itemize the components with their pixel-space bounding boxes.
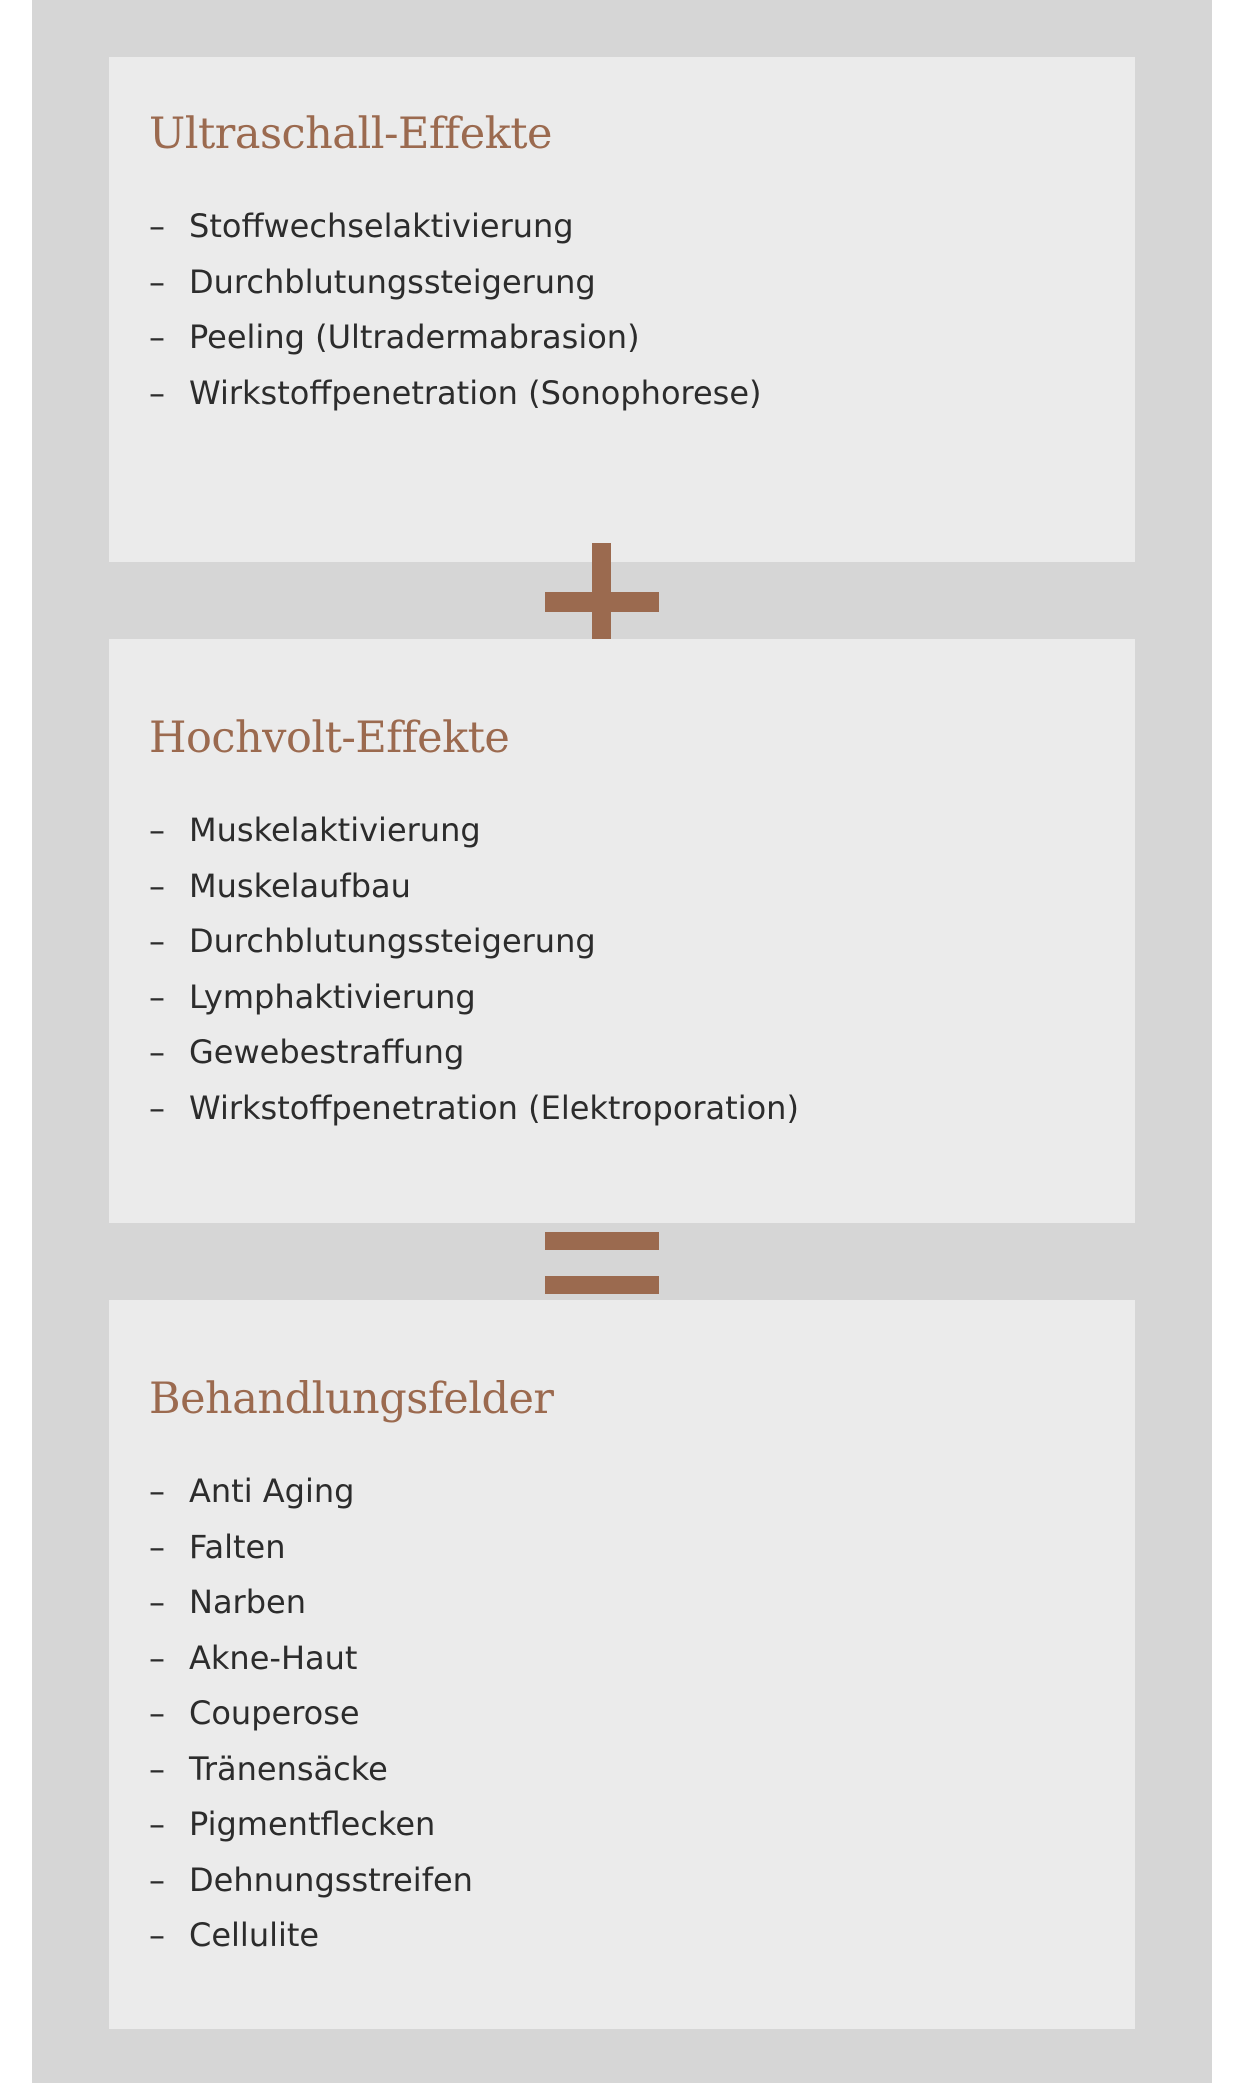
section-title: Hochvolt-Effekte [149,713,510,763]
dash-icon: – [149,1472,165,1510]
list-item: – Lymphaktivierung [149,970,1095,1026]
dash-icon: – [149,318,165,356]
effects-list [149,199,1095,421]
list-item: – Muskelaktivierung [149,803,1095,859]
ultrasound-effects-card [109,57,1135,562]
high-voltage-effects-card [109,639,1135,1223]
list-item: – Cellulite [149,1908,1095,1964]
list-item: – Muskelaufbau [149,859,1095,915]
list-item: – Couperose [149,1686,1095,1742]
list-item: – Pigmentflecken [149,1797,1095,1853]
list-item: – Anti Aging [149,1464,1095,1520]
dash-icon: – [149,1916,165,1954]
dash-icon: – [149,1583,165,1621]
list-item: – Durchblutungssteigerung [149,914,1095,970]
dash-icon: – [149,1033,165,1071]
section-title: Behandlungsfelder [149,1374,554,1424]
dash-icon: – [149,1749,165,1788]
equals-icon [545,1276,659,1294]
dash-icon: – [149,977,165,1016]
equals-icon [545,1232,659,1250]
list-item: – Wirkstoffpenetration (Elektroporation) [149,1081,1095,1137]
section-title: Ultraschall-Effekte [149,109,552,159]
dash-icon: – [149,922,165,960]
dash-icon: – [149,1805,165,1843]
dash-icon: – [149,866,165,905]
list-item: – Gewebestraffung [149,1025,1095,1081]
dash-icon: – [149,207,165,245]
list-item: – Stoffwechselaktivierung [149,199,1095,255]
effects-list [149,803,1095,1136]
dash-icon: – [149,811,165,849]
treatment-areas-card [109,1300,1135,2029]
dash-icon: – [149,1527,165,1566]
list-item: – Tränensäcke [149,1742,1095,1798]
dash-icon: – [149,1860,165,1899]
plus-icon [545,592,659,612]
dash-icon: – [149,1694,165,1732]
treatment-list [149,1464,1095,1964]
dash-icon: – [149,373,165,412]
list-item: – Durchblutungssteigerung [149,255,1095,311]
dash-icon: – [149,1088,165,1127]
list-item: – Wirkstoffpenetration (Sonophorese) [149,366,1095,422]
list-item: – Dehnungsstreifen [149,1853,1095,1909]
list-item: – Narben [149,1575,1095,1631]
list-item: – Peeling (Ultradermabrasion) [149,310,1095,366]
list-item: – Falten [149,1520,1095,1576]
list-item: – Akne-Haut [149,1631,1095,1687]
dash-icon: – [149,1638,165,1677]
dash-icon: – [149,262,165,301]
